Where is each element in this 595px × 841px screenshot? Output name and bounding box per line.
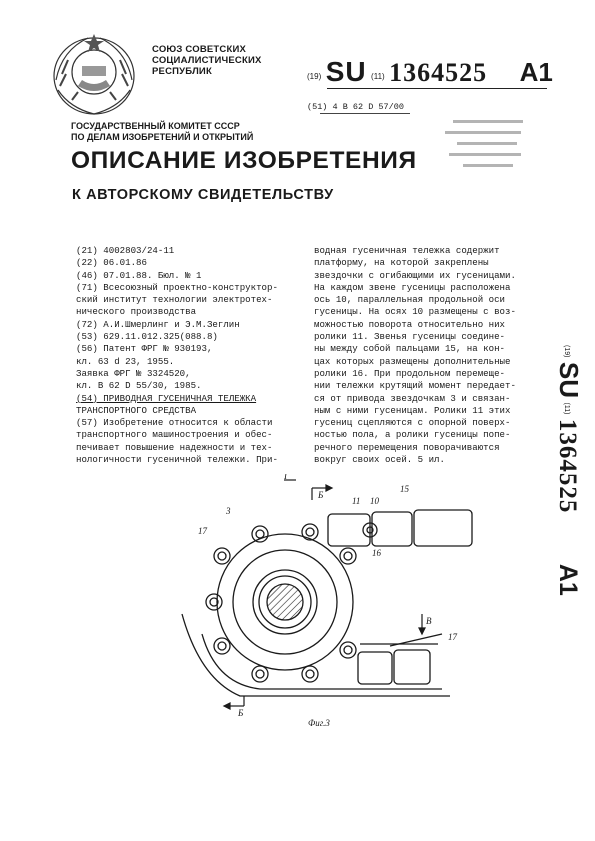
shaft-section [267, 584, 303, 620]
document-subtitle: К АВТОРСКОМУ СВИДЕТЕЛЬСТВУ [72, 187, 334, 203]
biblio-line: Заявка ФРГ № 3324520, [76, 367, 191, 379]
biblio-line: (54) ПРИВОДНАЯ ГУСЕНИЧНАЯ ТЕЛЕЖКА [76, 392, 257, 404]
side-patent-id [544, 345, 584, 685]
side-kind-code: А1 [554, 563, 582, 596]
abstract-line: цах которых размещены дополнительные [314, 355, 511, 367]
label-v: В [426, 616, 432, 626]
label-16: 16 [372, 548, 381, 558]
abstract-line: ся от привода звездочкам 3 и связан- [314, 392, 511, 404]
biblio-line: (46) 07.01.88. Бюл. № 1 [76, 269, 202, 281]
figure-caption: Фиг.3 [308, 718, 330, 728]
committee-name [71, 121, 253, 143]
su-code: SU [325, 56, 367, 87]
abstract-line: гусениц сцепляются с опорной поверх- [314, 417, 511, 429]
biblio-line: (57) Изобретение относится к области [76, 417, 273, 429]
biblio-line: (72) А.И.Шмерлинг и Э.М.Зеглин [76, 318, 240, 330]
label-11: 11 [352, 496, 361, 506]
patent-id-line [307, 56, 553, 86]
side-number-prefix: (11) [563, 402, 570, 415]
abstract-line: ролики 11. Звенья гусеницы соедине- [314, 331, 505, 343]
figure-drawing [180, 474, 475, 734]
abstract-line: водная гусеничная тележка содержит [314, 245, 500, 256]
bibliographic-column [76, 245, 312, 466]
biblio-line: нологичности гусеничной тележки. При- [76, 454, 278, 466]
abstract-line: ны между собой пальцами 15, на кон- [314, 343, 505, 355]
su-prefix: (19) [307, 72, 322, 81]
label-15: 15 [400, 484, 409, 494]
abstract-column [314, 245, 542, 466]
abstract-line: ным с ними гусеницам. Ролики 11 этих [314, 404, 511, 416]
biblio-line: кл. B 62 D 55/30, 1985. [76, 380, 202, 392]
classification-underline [320, 113, 410, 114]
label-17-left: 17 [198, 526, 207, 536]
abstract-line: вокруг своих осей. 5 ил. [314, 454, 445, 466]
biblio-line: ТРАНСПОРТНОГО СРЕДСТВА [76, 404, 197, 416]
label-10: 10 [370, 496, 379, 506]
label-b-bottom: Б [238, 708, 244, 718]
patent-number: 1364525 [389, 58, 488, 87]
abstract-line: речного перемещения поворачиваются [314, 441, 500, 453]
country-line: СОЮЗ СОВЕТСКИХ [152, 44, 247, 55]
biblio-line: (21) 4002803/24-11 [76, 245, 175, 256]
ussr-emblem [48, 30, 140, 118]
abstract-line: ось 10, параллельная продольной оси [314, 294, 505, 306]
document-title: ОПИСАНИЕ ИЗОБРЕТЕНИЯ [71, 147, 417, 174]
abstract-line: ностью пола, а ролики гусеницы попе- [314, 429, 511, 441]
abstract-line: ролики 16. При продольном перемеще- [314, 367, 505, 379]
number-prefix: (11) [371, 72, 385, 81]
side-patent-number: 1364525 [554, 418, 581, 514]
classification-code: (51) 4 B 62 D 57/00 [307, 102, 404, 112]
abstract-line: нии тележки крутящий момент передает- [314, 380, 516, 392]
abstract-line: платформу, на которой закреплены [314, 257, 489, 269]
committee-line: ГОСУДАРСТВЕННЫЙ КОМИТЕТ СССР [71, 121, 240, 131]
library-stamp [445, 112, 529, 192]
country-name [152, 44, 262, 77]
abstract-line: На каждом звене гусеницы расположена [314, 281, 511, 293]
biblio-line: нического производства [76, 306, 197, 318]
biblio-line: ский институт технологии электротех- [76, 294, 273, 306]
abstract-line: звездочки с огибающими их гусеницами. [314, 269, 516, 281]
biblio-line: (22) 06.01.86 [76, 257, 147, 269]
biblio-line: печивает повышение надежности и тех- [76, 441, 273, 453]
country-line: СОЦИАЛИСТИЧЕСКИХ [152, 55, 262, 66]
biblio-line: (71) Всесоюзный проектно-конструктор- [76, 281, 278, 293]
label-3: 3 [226, 506, 231, 516]
biblio-line: (53) 629.11.012.325(088.8) [76, 331, 218, 343]
side-su-prefix: (19) [563, 345, 570, 358]
biblio-line: (56) Патент ФРГ № 930193, [76, 343, 213, 355]
country-line: РЕСПУБЛИК [152, 66, 212, 77]
id-underline [327, 88, 547, 89]
biblio-line: кл. 63 d 23, 1955. [76, 355, 175, 367]
abstract-line: можностью поворота относительно них [314, 318, 505, 330]
kind-code: А1 [519, 57, 553, 87]
biblio-line: транспортного машиностроения и обес- [76, 429, 273, 441]
label-17-right: 17 [448, 632, 457, 642]
label-section: I [284, 474, 287, 481]
label-b-top: Б [318, 490, 324, 500]
committee-line: ПО ДЕЛАМ ИЗОБРЕТЕНИЙ И ОТКРЫТИЙ [71, 132, 254, 142]
side-su-code: SU [554, 361, 584, 399]
abstract-line: гусеницы. На осях 10 размещены с воз- [314, 306, 516, 318]
